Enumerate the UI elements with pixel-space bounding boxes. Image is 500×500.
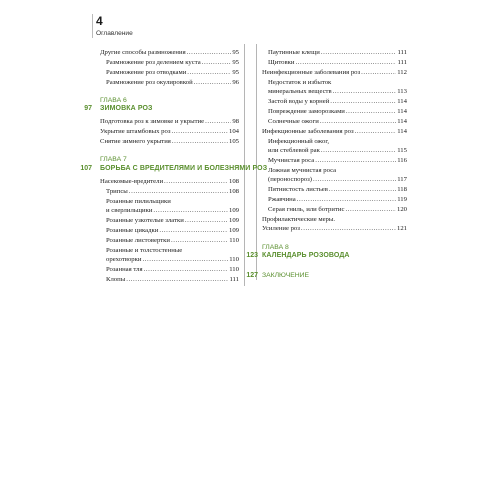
toc-entry[interactable]: Солнечные ожоги ..... 114 (268, 117, 407, 126)
toc-entry[interactable]: Размножение роз делением куста ..... 95 (106, 58, 239, 67)
toc-entry[interactable]: Клопы ..... 111 (106, 275, 239, 284)
leader-dots (330, 97, 396, 106)
toc-entry[interactable]: и сверлильщики ..... 109 (106, 206, 239, 215)
chapter-page-number: 127 (246, 272, 258, 279)
toc-entry[interactable]: Ржавчина ..... 119 (268, 195, 407, 204)
chapter-page-number: 107 (80, 165, 92, 172)
toc-entry-line[interactable]: Ложная мучнистая роса (268, 167, 337, 174)
toc-entry[interactable]: Пятнистость листьев ..... 118 (268, 185, 407, 194)
toc-entry[interactable]: Размножение роз отводками ..... 95 (106, 68, 239, 77)
chapter-label: ГЛАВА 6 (100, 97, 127, 104)
leader-dots (345, 205, 396, 214)
toc-entry[interactable]: Мучнистая роса ..... 116 (268, 156, 407, 165)
leader-dots (361, 68, 396, 77)
toc-entry[interactable]: Неинфекционные заболевания роз ..... 112 (262, 68, 407, 77)
leader-dots (315, 156, 396, 165)
toc-entry[interactable]: Паутинные клещи ..... 111 (268, 48, 407, 57)
leader-dots (346, 107, 396, 116)
toc-entry[interactable]: Подготовка роз к зимовке и укрытие ..... 98 (100, 117, 239, 126)
leader-dots (187, 68, 231, 77)
chapter-title[interactable]: ЗИМОВКА РОЗ (100, 105, 153, 112)
leader-dots (321, 146, 396, 155)
toc-entry-line[interactable]: Розанные пилильщики (106, 198, 171, 205)
toc-entry[interactable]: Другие способы размножения ..... 95 (100, 48, 239, 57)
leader-dots (159, 226, 228, 235)
leader-dots (202, 58, 232, 67)
leader-dots (194, 78, 232, 87)
leader-dots (172, 137, 228, 146)
toc-entry-line[interactable]: Профилактические меры. (262, 216, 336, 223)
leader-dots (301, 224, 396, 233)
toc-entry[interactable]: минеральных веществ ..... 113 (268, 87, 407, 96)
leader-dots (313, 175, 396, 184)
leader-dots (171, 127, 227, 136)
toc-entry[interactable]: Застой воды у корней ..... 114 (268, 97, 407, 106)
chapter-title[interactable]: КАЛЕНДАРЬ РОЗОВОДА (262, 252, 350, 259)
leader-dots (333, 87, 397, 96)
toc-entry[interactable]: орехотворки ..... 110 (106, 255, 239, 264)
toc-entry[interactable]: Инфекционные заболевания роз ..... 114 (262, 127, 407, 136)
leader-dots (321, 48, 397, 57)
toc-entry-line[interactable]: Розанные и толстостенные (106, 247, 183, 254)
toc-entry-line[interactable]: Недостаток и избыток (268, 79, 332, 86)
toc-entry-line[interactable]: Инфекционный ожог, (268, 138, 329, 145)
leader-dots (142, 255, 228, 264)
leader-dots (153, 206, 228, 215)
conclusion-title[interactable]: ЗАКЛЮЧЕНИЕ (262, 272, 310, 279)
leader-dots (126, 275, 228, 284)
toc-entry[interactable]: Размножение роз окулировкой ..... 96 (106, 78, 239, 87)
page-number: 4 (96, 14, 103, 28)
chapter-label: ГЛАВА 8 (262, 244, 289, 251)
leader-dots (355, 127, 397, 136)
toc-entry[interactable]: Повреждение заморозками ..... 114 (268, 107, 407, 116)
chapter-label: ГЛАВА 7 (100, 156, 127, 163)
toc-entry[interactable]: Трипсы ..... 108 (106, 187, 239, 196)
toc-entry[interactable]: Розанная тля ..... 110 (106, 265, 239, 274)
chapter-page-number: 123 (246, 252, 258, 259)
toc-entry[interactable]: Насекомые-вредители ..... 108 (100, 177, 239, 186)
toc-entry[interactable]: Укрытие штамбовых роз ..... 104 (100, 127, 239, 136)
chapter-page-number: 97 (84, 105, 92, 112)
leader-dots (187, 48, 232, 57)
toc-entry[interactable]: или стеблевой рак ..... 115 (268, 146, 407, 155)
leader-dots (171, 236, 228, 245)
leader-dots (329, 185, 396, 194)
toc-entry[interactable]: Розанные цикадки ..... 109 (106, 226, 239, 235)
toc-entry[interactable]: Розанные листовертки ..... 110 (106, 236, 239, 245)
toc-entry[interactable]: Усиление роз ..... 121 (262, 224, 407, 233)
leader-dots (296, 58, 397, 67)
toc-entry[interactable]: Розанные узкотелые златки ..... 109 (106, 216, 239, 225)
leader-dots (164, 177, 228, 186)
leader-dots (144, 265, 229, 274)
header-rule (92, 14, 93, 38)
toc-entry[interactable]: Снятие зимнего укрытия ..... 105 (100, 137, 239, 146)
running-header: Оглавление (96, 30, 133, 37)
leader-dots (129, 187, 228, 196)
leader-dots (185, 216, 228, 225)
right-column-divider (256, 44, 257, 280)
leader-dots (205, 117, 231, 126)
leader-dots (297, 195, 397, 204)
toc-entry[interactable]: Щитовки ..... 111 (268, 58, 407, 67)
leader-dots (320, 117, 396, 126)
chapter-title[interactable]: БОРЬБА С ВРЕДИТЕЛЯМИ И БОЛЕЗНЯМИ РОЗ (100, 165, 268, 172)
toc-entry[interactable]: Серая гниль, или ботритис ..... 120 (268, 205, 407, 214)
toc-entry[interactable]: (пероноспороз) ..... 117 (268, 175, 407, 184)
